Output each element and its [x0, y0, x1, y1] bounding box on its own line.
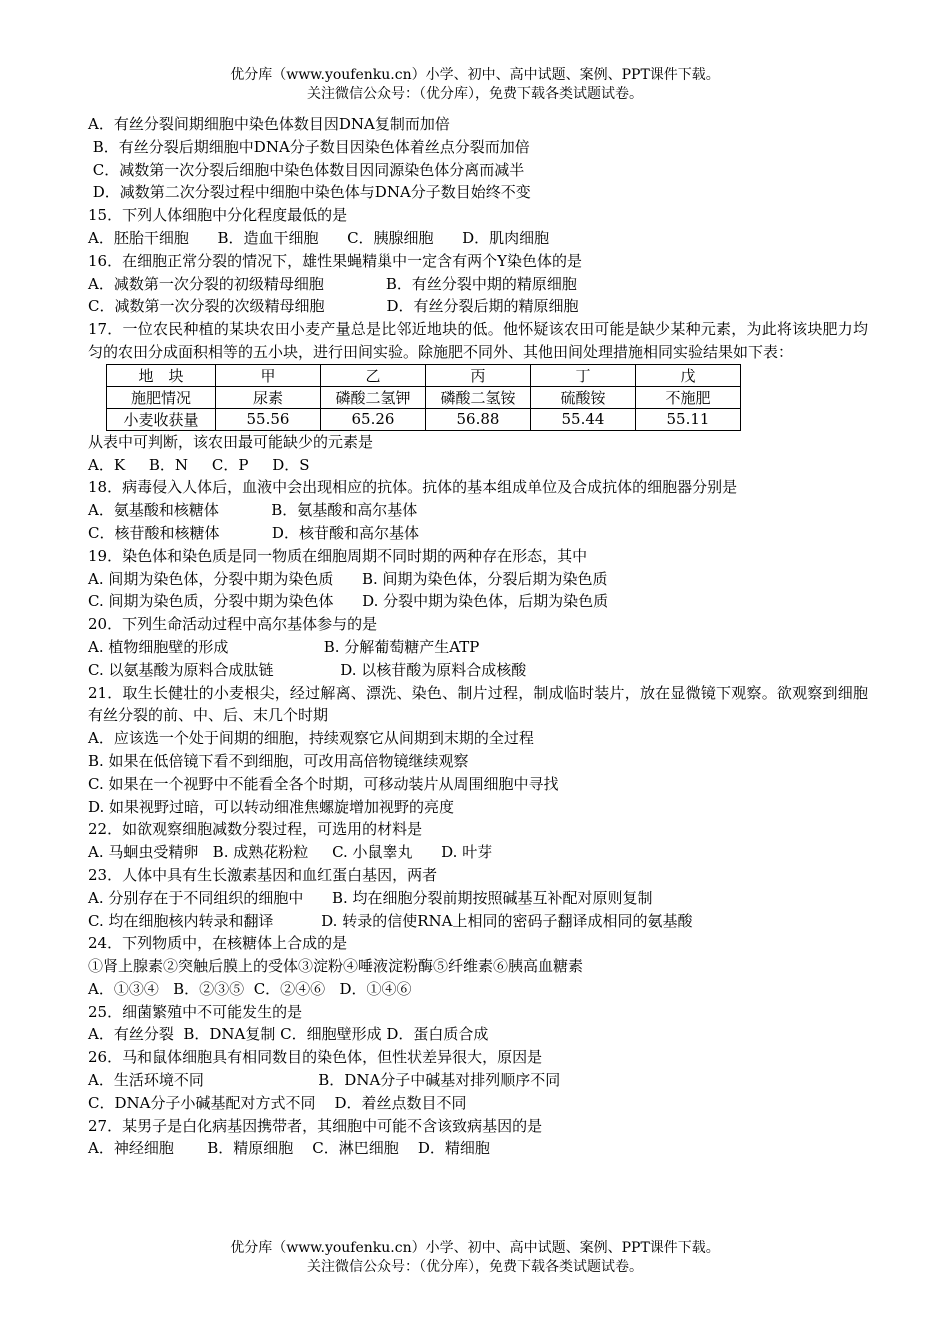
- header-banner: [0, 0, 950, 104]
- text-line: ①肾上腺素②突触后膜上的受体③淀粉④唾液淀粉酶⑤纤维素⑥胰高血糖素: [88, 957, 584, 976]
- text-line: A．有丝分裂间期细胞中染色体数目因DNA复制而加倍: [88, 115, 450, 133]
- text-line: 23．人体中具有生长激素基因和血红蛋白基因，两者: [88, 865, 438, 884]
- text-line: 22．如欲观察细胞减数分裂过程，可选用的材料是: [88, 820, 423, 839]
- text-line: 16．在细胞正常分裂的情况下，雄性果蝇精巢中一定含有两个Y染色体的是: [88, 251, 582, 270]
- text-line: 从表中可判断，该农田最可能缺少的元素是: [88, 432, 374, 451]
- text-line: A．有丝分裂 B．DNA复制 C．细胞壁形成 D．蛋白质合成: [88, 1025, 489, 1044]
- table-cell: 地 块: [107, 364, 216, 386]
- text-line: C．减数第一次分裂的次级精母细胞 D．有丝分裂后期的精原细胞: [88, 297, 579, 316]
- question-17-stem: 17．一位农民种植的某块农田小麦产量总是比邻近地块的低。他怀疑该农田可能是缺少某种元素，为此将该块肥力均匀的农田分成面积相等的五小块，进行田间实验。除施肥不同外、其他田间处理措施相同实验结果如下表：: [88, 320, 868, 361]
- table-cell: 不施肥: [636, 386, 741, 408]
- text-line: 25．细菌繁殖中不可能发生的是: [88, 1002, 303, 1021]
- text-line: D. 如果视野过暗，可以转动细准焦螺旋增加视野的亮度: [88, 797, 455, 816]
- table-cell: 乙: [321, 364, 426, 386]
- table-cell: 56.88: [426, 408, 531, 430]
- table-cell: 55.56: [216, 408, 321, 430]
- text-line: C. 如果在一个视野中不能看全各个时期，可移动装片从周围细胞中寻找: [88, 774, 559, 793]
- text-line: A. 植物细胞壁的形成 B. 分解葡萄糖产生ATP: [88, 637, 480, 656]
- table-cell: 55.44: [531, 408, 636, 430]
- table-cell: 小麦收获量: [107, 408, 216, 430]
- table-cell: 甲: [216, 364, 321, 386]
- text-line: C．减数第一次分裂后细胞中染色体数目因同源染色体分离而减半: [88, 160, 525, 179]
- text-line: A．K B．N C．P D．S: [88, 455, 310, 474]
- table-row: [107, 386, 741, 408]
- text-line: A．生活环境不同 B．DNA分子中碱基对排列顺序不同: [88, 1071, 561, 1090]
- text-line: C. 以氨基酸为原料合成肽链 D. 以核苷酸为原料合成核酸: [88, 660, 527, 679]
- text-line: 15．下列人体细胞中分化程度最低的是: [88, 206, 348, 225]
- table-cell: 65.26: [321, 408, 426, 430]
- text-line: 19．染色体和染色质是同一物质在细胞周期不同时期的两种存在形态，其中: [88, 546, 588, 565]
- text-line: B．有丝分裂后期细胞中DNA分子数目因染色体着丝点分裂而加倍: [88, 137, 530, 156]
- question-21-stem: 21．取生长健壮的小麦根尖，经过解离、漂洗、染色、制片过程，制成临时装片，放在显微镜下观察。欲观察到细胞有丝分裂的前、中、后、末几个时期: [88, 683, 868, 725]
- text-line: A. 间期为染色体，分裂中期为染色质 B. 间期为染色体，分裂后期为染色质: [88, 569, 608, 588]
- table-cell: 施肥情况: [107, 386, 216, 408]
- text-line: A．①③④ B．②③⑤ C．②④⑥ D．①④⑥: [88, 979, 412, 998]
- header-line-1: 优分库（www.youfenku.cn）小学、初中、高中试题、案例、PPT课件下载。: [230, 67, 720, 83]
- table-cell: 磷酸二氢钾: [321, 386, 426, 408]
- text-line: A．胚胎干细胞 B．造血干细胞 C．胰腺细胞 D．肌肉细胞: [88, 228, 550, 247]
- table-cell: 丙: [426, 364, 531, 386]
- table-cell: 戊: [636, 364, 741, 386]
- table-row: [107, 364, 741, 386]
- text-line: C．DNA分子小碱基配对方式不同 D．着丝点数目不同: [88, 1093, 467, 1112]
- table-cell: 磷酸二氢铵: [426, 386, 531, 408]
- text-line: 27．某男子是白化病基因携带者，其细胞中可能不含该致病基因的是: [88, 1116, 543, 1135]
- text-line: 24．下列物质中，在核糖体上合成的是: [88, 934, 348, 953]
- text-line: 26．马和鼠体细胞具有相同数目的染色体，但性状差异很大，原因是: [88, 1048, 543, 1067]
- text-line: B. 如果在低倍镜下看不到细胞，可改用高倍物镜继续观察: [88, 751, 469, 770]
- text-line: A. 分别存在于不同组织的细胞中 B. 均在细胞分裂前期按照碱基互补配对原则复制: [88, 888, 653, 907]
- text-line: 20．下列生命活动过程中高尔基体参与的是: [88, 615, 378, 634]
- text-line: C. 均在细胞核内转录和翻译 D. 转录的信使RNA上相同的密码子翻译成相同的氨基酸: [88, 911, 693, 930]
- text-line: D．减数第二次分裂过程中细胞中染色体与DNA分子数目始终不变: [88, 183, 531, 202]
- footer-line-2: 关注微信公众号：（优分库），免费下载各类试题试卷。: [307, 1259, 643, 1275]
- text-line: A．神经细胞 B．精原细胞 C．淋巴细胞 D．精细胞: [88, 1139, 490, 1158]
- table-cell: 尿素: [216, 386, 321, 408]
- yield-table: [106, 364, 741, 431]
- table-cell: 硫酸铵: [531, 386, 636, 408]
- table-row: [107, 408, 741, 430]
- text-line: C．核苷酸和核糖体 D．核苷酸和高尔基体: [88, 523, 419, 542]
- text-line: A．减数第一次分裂的初级精母细胞 B．有丝分裂中期的精原细胞: [88, 274, 577, 293]
- text-line: A. 马蛔虫受精卵 B. 成熟花粉粒 C. 小鼠睾丸 D. 叶芽: [88, 843, 493, 862]
- table-cell: 丁: [531, 364, 636, 386]
- text-line: A．应该选一个处于间期的细胞，持续观察它从间期到末期的全过程: [88, 729, 534, 748]
- text-line: C. 间期为染色质，分裂中期为染色体 D. 分裂中期为染色体，后期为染色质: [88, 592, 609, 611]
- header-line-2: 关注微信公众号：（优分库），免费下载各类试题试卷。: [307, 86, 643, 102]
- table-cell: 55.11: [636, 408, 741, 430]
- footer-line-1: 优分库（www.youfenku.cn）小学、初中、高中试题、案例、PPT课件下载。: [230, 1240, 720, 1256]
- text-line: 18．病毒侵入人体后，血液中会出现相应的抗体。抗体的基本组成单位及合成抗体的细胞器分别是: [88, 478, 738, 497]
- footer-banner: [0, 1239, 950, 1277]
- text-line: A．氨基酸和核糖体 B．氨基酸和高尔基体: [88, 501, 418, 520]
- question-content: [88, 113, 868, 1160]
